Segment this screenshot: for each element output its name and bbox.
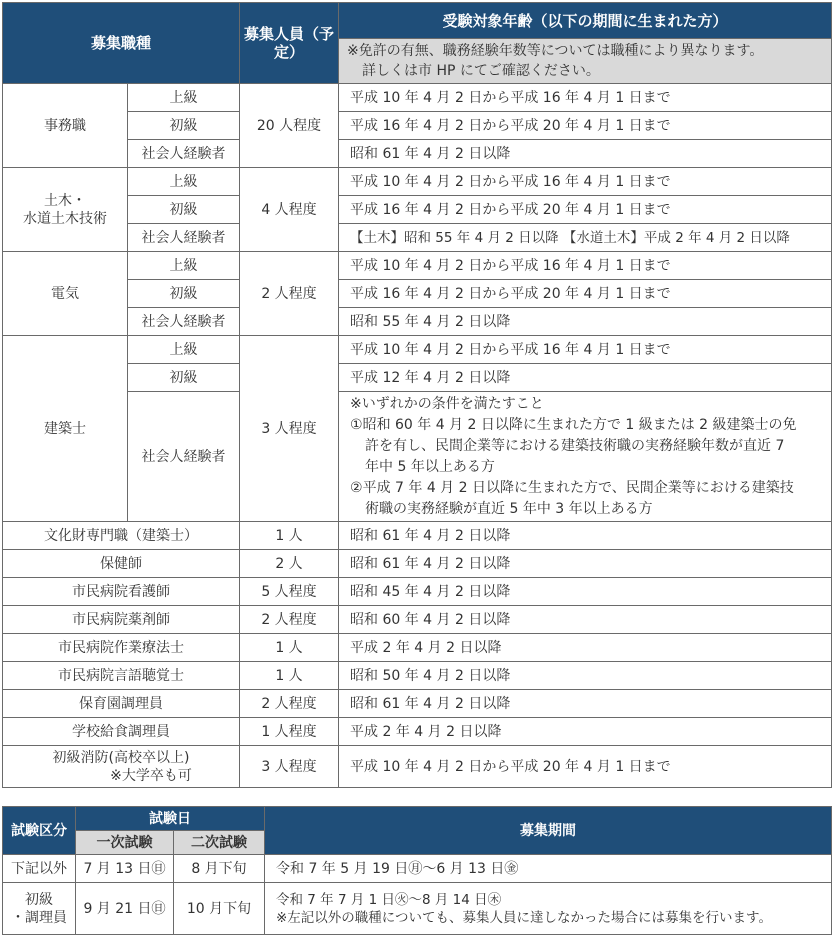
header-exam-date: 試験日	[76, 807, 265, 831]
job-age: 平成 10 年 4 月 2 日から平成 20 年 4 月 1 日まで	[339, 746, 832, 788]
job-name: 市民病院作業療法士	[3, 634, 240, 662]
job-count: 2 人	[240, 550, 339, 578]
job-age: 昭和 61 年 4 月 2 日以降	[339, 140, 832, 168]
job-name: 市民病院看護師	[3, 578, 240, 606]
job-name: 学校給食調理員	[3, 718, 240, 746]
job-name: 事務職	[3, 84, 128, 168]
first-exam-date: 9 月 21 日㊐	[76, 883, 174, 935]
job-count: 4 人程度	[240, 168, 339, 252]
job-age: 平成 12 年 4 月 2 日以降	[339, 364, 832, 392]
job-count: 1 人	[240, 634, 339, 662]
job-count: 1 人	[240, 522, 339, 550]
job-age: 昭和 55 年 4 月 2 日以降	[339, 308, 832, 336]
job-age: 昭和 50 年 4 月 2 日以降	[339, 662, 832, 690]
job-count: 2 人程度	[240, 690, 339, 718]
header-job: 募集職種	[3, 3, 240, 84]
header-first-exam: 一次試験	[76, 831, 174, 855]
header-note: ※免許の有無、職務経験年数等については職種により異なります。 詳しくは市 HP にてご確認ください。	[339, 39, 832, 84]
job-age: 昭和 60 年 4 月 2 日以降	[339, 606, 832, 634]
header-count: 募集人員（予定）	[240, 3, 339, 84]
job-level: 社会人経験者	[128, 308, 240, 336]
header-category: 試験区分	[3, 807, 76, 855]
category: 下記以外	[3, 855, 76, 883]
category: 初級 ・調理員	[3, 883, 76, 935]
job-age: 平成 16 年 4 月 2 日から平成 20 年 4 月 1 日まで	[339, 196, 832, 224]
header-age: 受験対象年齢（以下の期間に生まれた方）	[339, 3, 832, 39]
recruit-period: 令和 7 年 5 月 19 日㊊～6 月 13 日㊎	[265, 855, 832, 883]
job-age: 平成 10 年 4 月 2 日から平成 16 年 4 月 1 日まで	[339, 252, 832, 280]
job-level: 上級	[128, 84, 240, 112]
job-level: 上級	[128, 252, 240, 280]
second-exam-date: 8 月下旬	[174, 855, 265, 883]
job-level: 社会人経験者	[128, 392, 240, 522]
job-count: 3 人程度	[240, 336, 339, 522]
job-name: 文化財専門職（建築士）	[3, 522, 240, 550]
job-level: 社会人経験者	[128, 140, 240, 168]
job-name: 土木・ 水道土木技術	[3, 168, 128, 252]
recruit-period: 令和 7 年 7 月 1 日㊋～8 月 14 日㊍ ※左記以外の職種についても、募集人員に達しなかった場合には募集を行います。	[265, 883, 832, 935]
job-age: 昭和 61 年 4 月 2 日以降	[339, 550, 832, 578]
job-age: 平成 16 年 4 月 2 日から平成 20 年 4 月 1 日まで	[339, 280, 832, 308]
job-level: 初級	[128, 280, 240, 308]
job-name: 初級消防(高校卒以上) ※大学卒も可	[3, 746, 240, 788]
job-age: 平成 10 年 4 月 2 日から平成 16 年 4 月 1 日まで	[339, 336, 832, 364]
job-level: 社会人経験者	[128, 224, 240, 252]
job-count: 20 人程度	[240, 84, 339, 168]
job-age: 平成 2 年 4 月 2 日以降	[339, 718, 832, 746]
job-name: 市民病院薬剤師	[3, 606, 240, 634]
job-count: 2 人程度	[240, 606, 339, 634]
header-period: 募集期間	[265, 807, 832, 855]
schedule-table	[2, 806, 832, 935]
job-name: 電気	[3, 252, 128, 336]
job-age-conditions: ※いずれかの条件を満たすこと ①昭和 60 年 4 月 2 日以降に生まれた方で 1 級または 2 級建築士の免 許を有し、民間企業等における建築技術職の実務経験年数が直近 7 年中 5 年以上ある方 ②平成 7 年 4 月 2 日以降に生まれた方で、民間企業等における建築技 術職の実務経験が直近 5 年中 3 年以上ある方	[339, 392, 832, 522]
job-level: 上級	[128, 336, 240, 364]
job-count: 1 人程度	[240, 718, 339, 746]
job-level: 初級	[128, 112, 240, 140]
job-level: 初級	[128, 364, 240, 392]
job-age: 平成 16 年 4 月 2 日から平成 20 年 4 月 1 日まで	[339, 112, 832, 140]
job-age: 昭和 61 年 4 月 2 日以降	[339, 690, 832, 718]
job-name: 建築士	[3, 336, 128, 522]
job-age: 平成 10 年 4 月 2 日から平成 16 年 4 月 1 日まで	[339, 84, 832, 112]
first-exam-date: 7 月 13 日㊐	[76, 855, 174, 883]
job-count: 2 人程度	[240, 252, 339, 336]
job-age: 昭和 61 年 4 月 2 日以降	[339, 522, 832, 550]
job-count: 5 人程度	[240, 578, 339, 606]
job-count: 1 人	[240, 662, 339, 690]
job-age: 平成 2 年 4 月 2 日以降	[339, 634, 832, 662]
recruitment-table	[2, 2, 832, 788]
header-second-exam: 二次試験	[174, 831, 265, 855]
job-name: 保育園調理員	[3, 690, 240, 718]
job-count: 3 人程度	[240, 746, 339, 788]
second-exam-date: 10 月下旬	[174, 883, 265, 935]
job-name: 保健師	[3, 550, 240, 578]
job-level: 上級	[128, 168, 240, 196]
job-age: 平成 10 年 4 月 2 日から平成 16 年 4 月 1 日まで	[339, 168, 832, 196]
job-age: 【土木】昭和 55 年 4 月 2 日以降 【水道土木】平成 2 年 4 月 2 日以降	[339, 224, 832, 252]
job-level: 初級	[128, 196, 240, 224]
job-name: 市民病院言語聴覚士	[3, 662, 240, 690]
job-age: 昭和 45 年 4 月 2 日以降	[339, 578, 832, 606]
